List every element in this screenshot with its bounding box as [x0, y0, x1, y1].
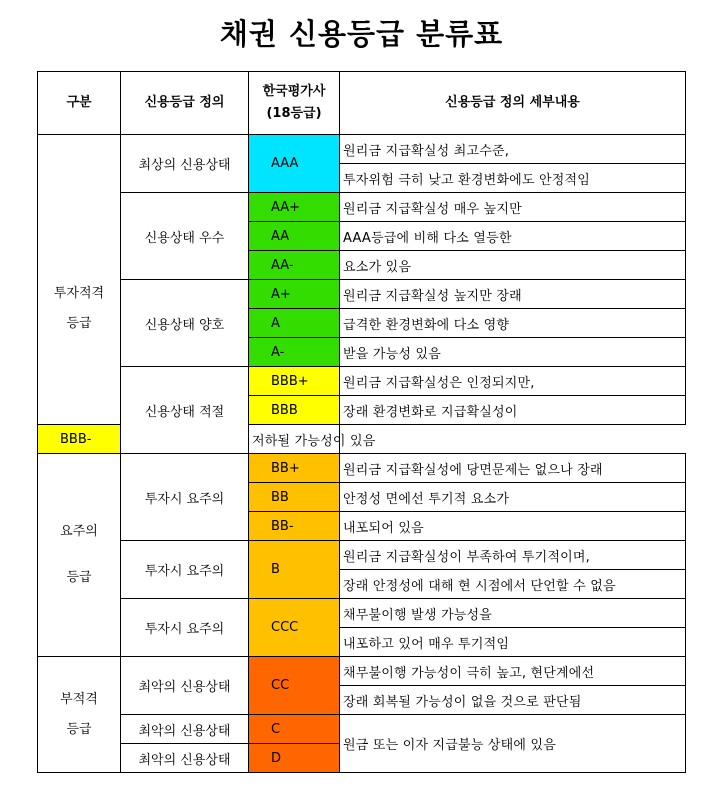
rating-cell: AA+	[249, 193, 340, 222]
detail-line: 원리금 지급확실성에 당면문제는 없으나 장래	[340, 454, 686, 483]
definition-cell: 신용상태 양호	[121, 280, 249, 367]
definition-cell: 신용상태 적절	[121, 367, 249, 454]
rating-cell: BBB	[249, 396, 340, 425]
detail-line: 원리금 지급확실성은 인정되지만,	[340, 367, 686, 396]
rating-cell: AA	[249, 222, 340, 251]
rating-cell: A-	[249, 338, 340, 367]
detail-line: 안정성 면에선 투기적 요소가	[340, 483, 686, 512]
table-row	[38, 541, 686, 570]
category-investment-grade	[38, 135, 121, 425]
category-label: 등급	[66, 315, 92, 331]
category-caution-grade	[38, 454, 121, 657]
table-row	[38, 367, 686, 396]
category-label: 요주의	[60, 524, 98, 539]
rating-cell: A+	[249, 280, 340, 309]
rating-cell: BB+	[249, 454, 340, 483]
rating-cell: A	[249, 309, 340, 338]
rating-cell: D	[249, 744, 340, 773]
detail-line: 장래 회복될 가능성이 없을 것으로 판단됨	[340, 686, 686, 715]
header-definition: 신용등급 정의	[121, 72, 249, 135]
definition-cell: 최악의 신용상태	[121, 715, 249, 744]
header-category: 구분	[38, 72, 121, 135]
definition-cell: 신용상태 우수	[121, 193, 249, 280]
category-label: 등급	[66, 721, 92, 737]
rating-cell: CC	[249, 657, 340, 715]
detail-line: 장래 환경변화로 지급확실성이	[340, 396, 686, 425]
definition-cell: 투자시 요주의	[121, 454, 249, 541]
rating-cell: BBB+	[249, 367, 340, 396]
category-label: 등급	[66, 570, 92, 585]
detail-line: 투자위험 극히 낮고 환경변화에도 안정적임	[340, 164, 686, 193]
detail-line: 채무불이행 가능성이 극히 높고, 현단계에선	[340, 657, 686, 686]
table-row	[38, 280, 686, 309]
detail-line: 원리금 지급확실성 최고수준,	[340, 135, 686, 164]
table-row	[38, 193, 686, 222]
definition-cell: 최악의 신용상태	[121, 657, 249, 715]
table-row	[38, 599, 686, 628]
rating-cell: AA-	[249, 251, 340, 280]
detail-line: 원리금 지급확실성 매우 높지만	[340, 193, 686, 222]
table-row	[38, 657, 686, 686]
credit-rating-table	[37, 71, 686, 773]
table-row	[38, 715, 686, 744]
detail-line: 장래 안정성에 대해 현 시점에서 단언할 수 없음	[340, 570, 686, 599]
detail-line: 받을 가능성 있음	[340, 338, 686, 367]
detail-line: 급격한 환경변화에 다소 영향	[340, 309, 686, 338]
definition-cell: 투자시 요주의	[121, 599, 249, 657]
detail-line: 원금 또는 이자 지급불능 상태에 있음	[340, 715, 686, 773]
detail-line: 저하될 가능성이 있음	[249, 425, 340, 454]
detail-line: 내포되어 있음	[340, 512, 686, 541]
rating-cell: BB-	[249, 512, 340, 541]
detail-line: AAA등급에 비해 다소 열등한	[340, 222, 686, 251]
detail-line: 내포하고 있어 매우 투기적임	[340, 628, 686, 657]
header-agency-line2: (18등급)	[266, 106, 322, 121]
rating-cell: B	[249, 541, 340, 599]
detail-line: 요소가 있음	[340, 251, 686, 280]
definition-cell: 최상의 신용상태	[121, 135, 249, 193]
header-detail: 신용등급 정의 세부내용	[340, 72, 686, 135]
rating-cell: CCC	[249, 599, 340, 657]
category-label: 부적격	[60, 691, 98, 707]
header-agency-line1: 한국평가사	[262, 84, 326, 99]
rating-cell: AAA	[249, 135, 340, 193]
detail-line: 채무불이행 발생 가능성을	[340, 599, 686, 628]
definition-cell: 투자시 요주의	[121, 541, 249, 599]
table-row	[38, 135, 686, 164]
rating-cell: BBB-	[38, 425, 121, 454]
table-row	[38, 454, 686, 483]
header-agency	[249, 72, 340, 135]
table-header-row	[38, 72, 686, 135]
rating-cell: C	[249, 715, 340, 744]
category-non-investment-grade	[38, 657, 121, 773]
rating-cell: BB	[249, 483, 340, 512]
category-label: 투자적격	[53, 285, 105, 301]
detail-line: 원리금 지급확실성이 부족하여 투기적이며,	[340, 541, 686, 570]
page-title: 채권 신용등급 분류표	[219, 17, 504, 51]
definition-cell: 최악의 신용상태	[121, 744, 249, 773]
detail-line: 원리금 지급확실성 높지만 장래	[340, 280, 686, 309]
